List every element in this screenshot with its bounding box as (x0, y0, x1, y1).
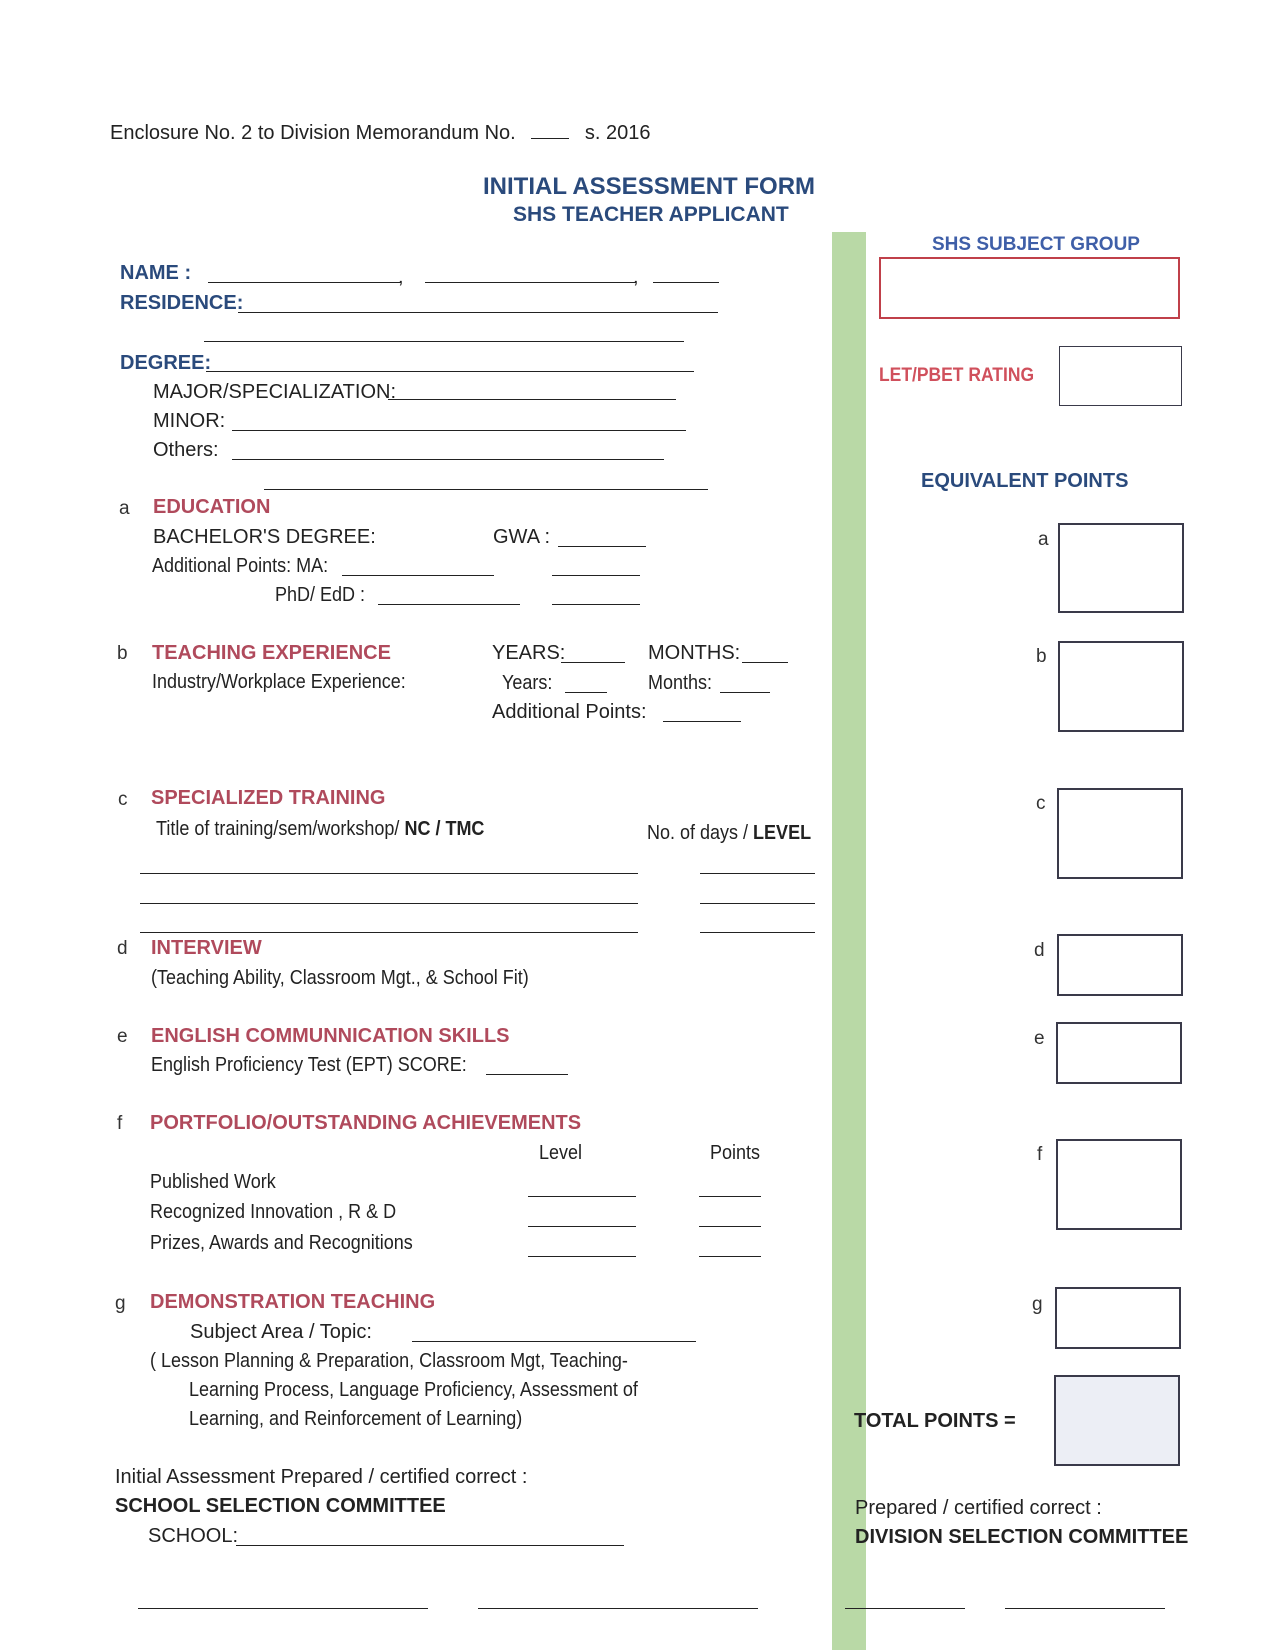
training-days-field-1[interactable] (700, 873, 815, 874)
prizes-level-field[interactable] (528, 1256, 636, 1257)
memo-number-blank[interactable] (531, 138, 569, 139)
ept-score-field[interactable] (486, 1074, 568, 1075)
additional-points-label: Additional Points: (492, 701, 647, 723)
english-skills-title: ENGLISH COMMUNNICATION SKILLS (151, 1025, 510, 1047)
residence-label: RESIDENCE: (120, 292, 244, 314)
ma-field[interactable] (342, 575, 494, 576)
demo-desc-1: ( Lesson Planning & Preparation, Classroom Mgt, Teaching- (150, 1350, 628, 1372)
others-label: Others: (153, 439, 219, 461)
points-letter-g: g (1032, 1294, 1043, 1315)
section-c-letter: c (118, 789, 128, 810)
green-divider-bar (832, 232, 866, 1650)
gwa-label: GWA : (493, 526, 551, 548)
industry-months-label: Months: (648, 672, 713, 694)
let-rating-label: LET/PBET RATING (879, 365, 1035, 386)
total-points-label: TOTAL POINTS = (854, 1410, 1016, 1432)
points-letter-e: e (1034, 1028, 1045, 1049)
specialized-training-title: SPECIALIZED TRAINING (151, 787, 386, 809)
phd-label: PhD/ EdD : (275, 584, 366, 606)
months-label: MONTHS: (648, 642, 741, 664)
years-field[interactable] (561, 662, 625, 663)
teaching-experience-title: TEACHING EXPERIENCE (152, 642, 391, 664)
points-letter-d: d (1034, 940, 1045, 961)
section-d-letter: d (117, 938, 128, 959)
demo-desc-3: Learning, and Reinforcement of Learning) (189, 1408, 523, 1430)
subject-area-field[interactable] (412, 1341, 696, 1342)
years-label: YEARS: (492, 642, 566, 664)
section-f-letter: f (117, 1113, 123, 1134)
subject-area-label: Subject Area / Topic: (190, 1321, 372, 1343)
points-box-d[interactable] (1057, 934, 1183, 996)
training-field-3[interactable] (140, 932, 638, 933)
prizes-points-field[interactable] (699, 1256, 761, 1257)
last-name-field[interactable] (208, 282, 400, 283)
school-label: SCHOOL: (148, 1525, 239, 1547)
training-title-label (156, 818, 484, 841)
training-days-field-2[interactable] (700, 903, 815, 904)
degree-label: DEGREE: (120, 352, 212, 374)
degree-field[interactable] (206, 371, 694, 372)
section-b-letter: b (117, 643, 128, 664)
industry-experience-label: Industry/Workplace Experience: (152, 671, 406, 693)
school-signature-line-1[interactable] (138, 1608, 428, 1609)
prizes-label: Prizes, Awards and Recognitions (150, 1232, 413, 1254)
training-field-2[interactable] (140, 903, 638, 904)
level-header: Level (539, 1142, 583, 1164)
points-box-g[interactable] (1055, 1287, 1181, 1349)
additional-points-ma-label: Additional Points: MA: (152, 555, 329, 577)
days-level-label (647, 822, 811, 845)
others-field-2[interactable] (264, 489, 708, 490)
subject-group-label: SHS SUBJECT GROUP (932, 234, 1140, 255)
let-rating-box[interactable] (1059, 346, 1182, 406)
division-selection-committee: DIVISION SELECTION COMMITTEE (855, 1526, 1189, 1548)
school-selection-committee: SCHOOL SELECTION COMMITTEE (115, 1495, 446, 1517)
training-field-1[interactable] (140, 873, 638, 874)
points-box-a[interactable] (1058, 523, 1184, 613)
minor-field[interactable] (232, 430, 686, 431)
demo-desc-2: Learning Process, Language Proficiency, Assessment of (189, 1379, 638, 1401)
name-label: NAME : (120, 262, 192, 284)
demonstration-teaching-title: DEMONSTRATION TEACHING (150, 1291, 436, 1313)
section-a-letter: a (119, 498, 130, 519)
industry-months-field[interactable] (720, 692, 770, 693)
form-subtitle: SHS TEACHER APPLICANT (513, 203, 789, 226)
training-label-text: Title of training/sem/workshop/ (156, 818, 400, 840)
equivalent-points-label: EQUIVALENT POINTS (921, 470, 1129, 492)
enclosure-prefix: Enclosure No. 2 to Division Memorandum No. (110, 122, 516, 144)
name-comma-1: , (398, 266, 404, 288)
phd-points-field[interactable] (552, 604, 640, 605)
portfolio-title: PORTFOLIO/OUTSTANDING ACHIEVEMENTS (150, 1112, 582, 1134)
months-field[interactable] (742, 662, 788, 663)
points-box-c[interactable] (1057, 788, 1183, 879)
phd-field[interactable] (378, 604, 520, 605)
points-letter-b: b (1036, 646, 1047, 667)
points-letter-a: a (1038, 529, 1049, 550)
interview-desc: (Teaching Ability, Classroom Mgt., & School Fit) (151, 967, 529, 989)
points-letter-f: f (1037, 1144, 1043, 1165)
minor-label: MINOR: (153, 410, 226, 432)
level-label-bold: LEVEL (753, 822, 812, 844)
enclosure-year: s. 2016 (584, 122, 651, 144)
total-points-box[interactable] (1054, 1375, 1180, 1466)
section-g-letter: g (115, 1293, 126, 1314)
enclosure-line (110, 122, 650, 145)
middle-initial-field[interactable] (653, 282, 719, 283)
education-title: EDUCATION (153, 496, 271, 518)
days-label-text: No. of days / (647, 822, 749, 844)
points-header: Points (710, 1142, 761, 1164)
published-work-points-field[interactable] (699, 1196, 761, 1197)
major-label: MAJOR/SPECIALIZATION: (153, 381, 396, 403)
industry-years-field[interactable] (565, 692, 607, 693)
residence-field-1[interactable] (238, 312, 718, 313)
innovation-level-field[interactable] (528, 1226, 636, 1227)
innovation-label: Recognized Innovation , R & D (150, 1201, 397, 1223)
interview-title: INTERVIEW (151, 937, 262, 959)
additional-points-field[interactable] (663, 721, 741, 722)
published-work-label: Published Work (150, 1171, 276, 1193)
industry-years-label: Years: (502, 672, 553, 694)
ept-score-label: English Proficiency Test (EPT) SCORE: (151, 1054, 467, 1076)
points-box-e[interactable] (1056, 1022, 1182, 1084)
innovation-points-field[interactable] (699, 1226, 761, 1227)
training-days-field-3[interactable] (700, 932, 815, 933)
training-label-bold: NC / TMC (404, 818, 485, 840)
subject-group-box[interactable] (879, 257, 1180, 319)
school-field[interactable] (236, 1545, 624, 1546)
gwa-field[interactable] (558, 546, 646, 547)
published-work-level-field[interactable] (528, 1196, 636, 1197)
form-title: INITIAL ASSESSMENT FORM (483, 173, 816, 200)
major-field[interactable] (388, 399, 676, 400)
initial-assessment-prepared: Initial Assessment Prepared / certified correct : (115, 1466, 528, 1488)
points-letter-c: c (1036, 793, 1046, 814)
points-box-f[interactable] (1056, 1139, 1182, 1230)
school-signature-line-2[interactable] (478, 1608, 758, 1609)
first-name-field[interactable] (425, 282, 635, 283)
section-e-letter: e (117, 1026, 128, 1047)
others-field-1[interactable] (232, 459, 664, 460)
division-signature-line-2[interactable] (1005, 1608, 1165, 1609)
division-signature-line-1[interactable] (845, 1608, 965, 1609)
points-box-b[interactable] (1058, 641, 1184, 732)
name-comma-2: , (633, 266, 639, 288)
ma-points-field[interactable] (552, 575, 640, 576)
division-prepared: Prepared / certified correct : (855, 1497, 1102, 1519)
bachelor-label: BACHELOR'S DEGREE: (153, 526, 376, 548)
residence-field-2[interactable] (204, 341, 684, 342)
